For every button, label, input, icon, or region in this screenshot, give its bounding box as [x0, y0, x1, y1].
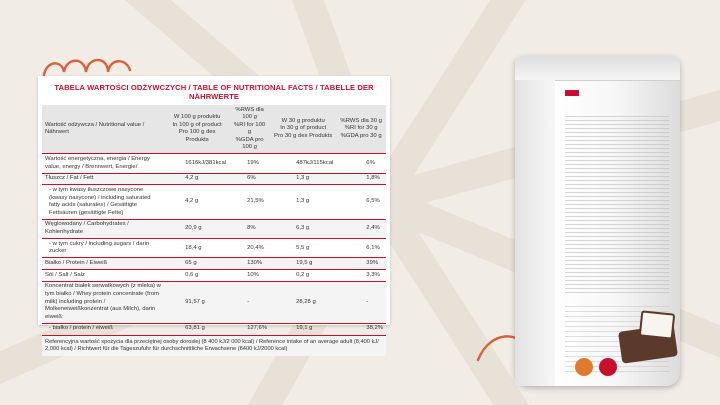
value-100g: 20,9 g [165, 219, 229, 238]
value-30g: 28,28 g [270, 281, 336, 323]
table-row [42, 219, 386, 238]
nutrient-name: - białko / protein / eiweiß [42, 323, 165, 335]
nutrient-name: Białko / Protein / Eiweiß [42, 258, 165, 270]
nutrition-table [42, 105, 386, 336]
value-30g: 0,2 g [270, 270, 336, 282]
nutrient-name: Wartość energetyczna, energia / Energy value, energy / Brennwert, Energie/ [42, 154, 165, 173]
value-30g: 487kJ/115kcal [270, 154, 336, 173]
rws-30g: 2,4% [336, 219, 386, 238]
rws-30g: 1,8% [336, 173, 386, 185]
table-row [42, 185, 386, 219]
certification-badge-icon [575, 358, 593, 376]
rws-30g: 6,5% [336, 185, 386, 219]
rws-30g: - [336, 281, 386, 323]
value-30g: 1,3 g [270, 173, 336, 185]
nutrient-name: Węglowodany / Carbohydrates / Kohlenhydrate [42, 219, 165, 238]
reference-footnote: Referencyjna wartość spożycia dla przeciętnej osoby dorosłej (8 400 kJ/2 000 kcal) / Reference intake of an average adult (8,400 kJ/ 2,000 kcal) / Richtwert für die Tageszufuhr für durchschnittliche Erwachsene (8400 kJ/2000 kcal) [42, 336, 386, 357]
nutrient-name: - w tym cukry / including sugars / darin zucker [42, 239, 165, 258]
table-row [42, 173, 386, 185]
nutrient-name: Koncentrat białek serwatkowych (z mleka) w tym białko / Whey protein concentrate (from milk) including protein / Molkeneiweißkonzentrat (aus Milch), darin eiweiß: [42, 281, 165, 323]
rws-30g: 6% [336, 154, 386, 173]
header-rws-30g: %RWS dla 30 g %RI for 30 g %GDA pro 30 g [336, 105, 386, 154]
rws-100g: 8% [229, 219, 270, 238]
rws-100g: 130% [229, 258, 270, 270]
table-row [42, 270, 386, 282]
rws-30g: 38,2% [336, 323, 386, 335]
value-100g: 63,81 g [165, 323, 229, 335]
rws-100g: 20,4% [229, 239, 270, 258]
pouch-label-text [565, 116, 669, 296]
value-100g: 18,4 g [165, 239, 229, 258]
value-30g: 1,3 g [270, 185, 336, 219]
rws-100g: 6% [229, 173, 270, 185]
rws-30g: 39% [336, 258, 386, 270]
table-row [42, 323, 386, 335]
nutrient-name: Sól / Salt / Salz [42, 270, 165, 282]
value-30g: 19,5 g [270, 258, 336, 270]
value-100g: 4,2 g [165, 173, 229, 185]
header-rws-100g: %RWS dla 100 g %RI for 100 g %GDA pro 100 g [229, 105, 270, 154]
pouch-seal [515, 56, 680, 81]
value-100g: 91,57 g [165, 281, 229, 323]
value-100g: 65 g [165, 258, 229, 270]
rws-30g: 6,1% [336, 239, 386, 258]
table-row [42, 258, 386, 270]
table-row [42, 281, 386, 323]
value-30g: 6,3 g [270, 219, 336, 238]
header-per-30g: W 30 g produktu In 30 g of product Pro 30 g des Produkts [270, 105, 336, 154]
rws-100g: 21,5% [229, 185, 270, 219]
table-title: TABELA WARTOŚCI ODŻYWCZYCH / TABLE OF NUTRITIONAL FACTS / TABELLE DER NÄHRWERTE [54, 83, 374, 101]
chocolate-filling [639, 310, 676, 339]
table-row [42, 239, 386, 258]
nutrient-name: - w tym kwasy tłuszczowe nasycone (kwasy nasycone) / including saturated fatty acids (saturates) / Gesättigte Fettsäuren (gesättigte Fette) [42, 185, 165, 219]
value-30g: 5,5 g [270, 239, 336, 258]
value-100g: 0,6 g [165, 270, 229, 282]
table-header-row [42, 105, 386, 154]
rws-100g: 19% [229, 154, 270, 173]
pouch-side [515, 80, 555, 386]
table-row [42, 154, 386, 173]
value-100g: 4,2 g [165, 185, 229, 219]
rws-30g: 3,3% [336, 270, 386, 282]
value-100g: 1616kJ/381kcal [165, 154, 229, 173]
header-per-100g: W 100 g produktu In 100 g of product Pro 100 g des Produkts [165, 105, 229, 154]
quality-badge-icon [599, 358, 617, 376]
header-nutritional-value: Wartość odżywcza / Nutritional value / Nährwert [42, 105, 165, 154]
value-30g: 19,1 g [270, 323, 336, 335]
rws-100g: - [229, 281, 270, 323]
rws-100g: 127,6% [229, 323, 270, 335]
nutrition-table-card [38, 76, 390, 352]
brand-logo-icon [565, 90, 579, 96]
rws-100g: 10% [229, 270, 270, 282]
nutrient-name: Tłuszcz / Fat / Fett [42, 173, 165, 185]
